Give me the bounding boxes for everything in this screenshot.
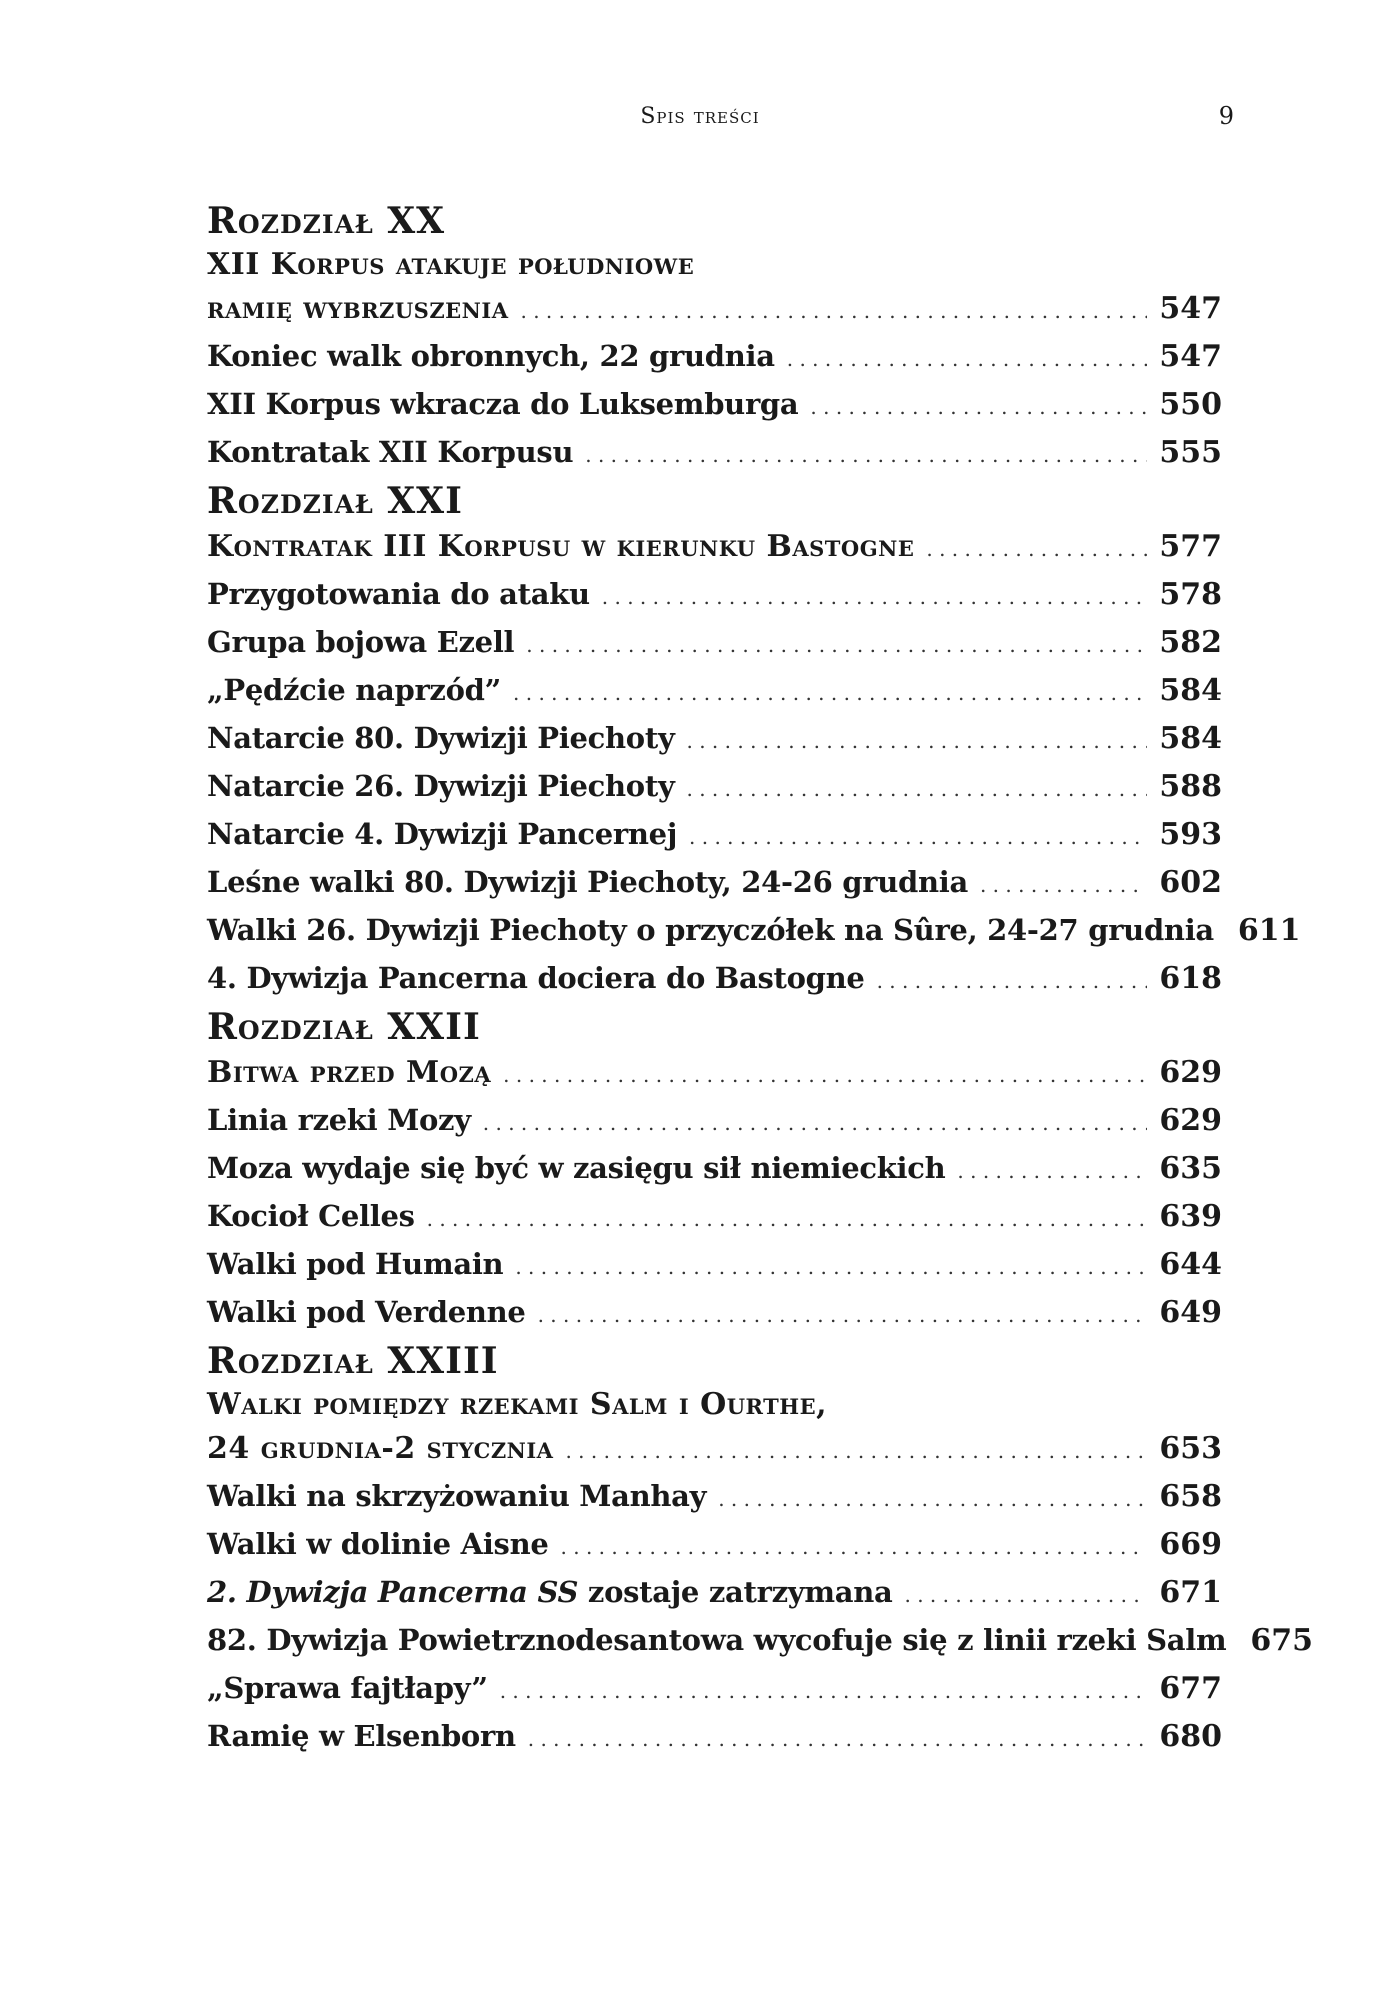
entry-title: Walki pod Humain (207, 1247, 504, 1281)
dot-leader (427, 1195, 1148, 1243)
entry-title: Koniec walk obronnych, 22 grudnia (207, 339, 775, 373)
chapter-block (207, 1338, 1313, 1760)
dot-leader (810, 383, 1147, 431)
toc-entry[interactable] (207, 1520, 1222, 1568)
entry-title: Przygotowania do ataku (207, 577, 590, 611)
page-ref: 618 (1159, 961, 1222, 996)
dot-leader (503, 1052, 1147, 1098)
page-ref: 593 (1159, 817, 1222, 852)
toc-entry[interactable] (207, 1192, 1222, 1240)
page-ref: 677 (1159, 1671, 1222, 1706)
entry-title: Kontratak XII Korpusu (207, 435, 574, 469)
entry-title: XII Korpus wkracza do Luksemburga (207, 387, 799, 421)
page-ref: 584 (1159, 673, 1222, 708)
entry-title (207, 1568, 892, 1616)
chapter-title-row[interactable] (207, 286, 1222, 332)
entry-title: Walki 26. Dywizji Piechoty o przyczółek na Sûre, 24-27 grudnia (207, 913, 1214, 947)
page-ref: 584 (1159, 721, 1222, 756)
dot-leader (521, 288, 1148, 334)
toc-entry[interactable] (207, 954, 1222, 1002)
dot-leader (718, 1475, 1147, 1523)
page-ref: 671 (1159, 1575, 1222, 1610)
page-ref: 547 (1159, 291, 1222, 326)
page-ref: 550 (1159, 387, 1222, 422)
page-ref: 629 (1159, 1103, 1222, 1138)
dot-leader (483, 1099, 1148, 1147)
toc-entry[interactable] (207, 762, 1222, 810)
chapter-label: Rozdział XXII (207, 1006, 481, 1048)
chapter-title-row[interactable] (207, 524, 1222, 570)
page-ref: 577 (1159, 529, 1222, 564)
page-ref: 675 (1250, 1623, 1313, 1658)
chapter-block (207, 478, 1301, 1002)
entry-title: Linia rzeki Mozy (207, 1103, 471, 1137)
dot-leader (602, 573, 1148, 621)
toc-entry[interactable] (207, 618, 1222, 666)
entry-title: „Pędźcie naprzód” (207, 673, 502, 707)
page-ref: 547 (1159, 339, 1222, 374)
page-ref: 611 (1237, 913, 1301, 948)
dot-leader (515, 1243, 1147, 1291)
chapter-label: Rozdział XX (207, 200, 446, 242)
page-ref: 602 (1159, 865, 1222, 900)
entry-title: Leśne walki 80. Dywizji Piechoty, 24-26 grudnia (207, 865, 968, 899)
chapter-label: Rozdział XXI (207, 480, 463, 522)
toc-entry[interactable] (207, 1664, 1222, 1712)
toc-entry[interactable] (207, 1096, 1222, 1144)
dot-leader (565, 1428, 1147, 1474)
toc-entry[interactable] (207, 858, 1222, 906)
page-number: 9 (1218, 102, 1234, 130)
dot-leader (877, 957, 1148, 1005)
entry-title: 82. Dywizja Powietrznodesantowa wycofuje się z linii rzeki Salm (207, 1623, 1227, 1657)
entry-title: Moza wydaje się być w zasięgu sił niemieckich (207, 1151, 946, 1185)
page-ref: 658 (1159, 1479, 1222, 1514)
dot-leader (957, 1147, 1147, 1195)
toc-entry[interactable] (207, 1712, 1222, 1760)
entry-title-italic: 2. Dywizja Pancerna SS (207, 1575, 579, 1609)
toc-entry[interactable] (207, 380, 1222, 428)
dot-leader (526, 621, 1147, 669)
page-ref: 582 (1159, 625, 1222, 660)
chapter-title-line: Walki pomiędzy rzekami Salm i Ourthe, (207, 1387, 828, 1422)
dot-leader (585, 431, 1147, 479)
page-ref: 635 (1159, 1151, 1222, 1186)
chapter-title: Bitwa przed Mozą (207, 1055, 492, 1090)
page-ref: 555 (1159, 435, 1222, 470)
entry-title: Natarcie 26. Dywizji Piechoty (207, 769, 675, 803)
dot-leader (689, 813, 1147, 861)
page-ref: 629 (1159, 1055, 1222, 1090)
chapter-title-line: XII Korpus atakuje południowe (207, 247, 695, 282)
toc-entry[interactable] (207, 570, 1222, 618)
page-ref: 644 (1159, 1247, 1222, 1282)
page-ref: 649 (1159, 1295, 1222, 1330)
dot-leader (500, 1667, 1148, 1715)
toc-entry[interactable] (207, 810, 1222, 858)
toc-entry[interactable] (207, 906, 1301, 954)
entry-title: Natarcie 4. Dywizji Pancernej (207, 817, 678, 851)
dot-leader (787, 335, 1148, 383)
toc-entry[interactable] (207, 1144, 1222, 1192)
page-ref: 680 (1159, 1719, 1222, 1754)
table-of-contents (207, 198, 1313, 1762)
dot-leader (561, 1523, 1148, 1571)
toc-entry[interactable] (207, 332, 1222, 380)
chapter-block (207, 1004, 1222, 1336)
entry-title: Ramię w Elsenborn (207, 1719, 516, 1753)
dot-leader (538, 1291, 1148, 1339)
chapter-title: Kontratak III Korpusu w kierunku Bastogne (207, 529, 915, 564)
entry-title: Walki w dolinie Aisne (207, 1527, 549, 1561)
dot-leader (904, 1571, 1147, 1619)
toc-entry[interactable] (207, 714, 1222, 762)
page-ref: 588 (1159, 769, 1222, 804)
chapter-title-row[interactable] (207, 1426, 1222, 1472)
toc-entry[interactable] (207, 666, 1222, 714)
page-ref: 639 (1159, 1199, 1222, 1234)
toc-entry[interactable] (207, 428, 1222, 476)
entry-title: Kocioł Celles (207, 1199, 415, 1233)
chapter-title-row[interactable] (207, 1050, 1222, 1096)
dot-leader (513, 669, 1147, 717)
page-ref: 653 (1159, 1431, 1222, 1466)
toc-entry[interactable] (207, 1568, 1222, 1616)
chapter-title: ramię wybrzuszenia (207, 291, 509, 326)
toc-entry[interactable] (207, 1472, 1222, 1520)
toc-entry[interactable] (207, 1240, 1222, 1288)
dot-leader (687, 717, 1148, 765)
entry-title: Walki na skrzyżowaniu Manhay (207, 1479, 707, 1513)
toc-entry[interactable] (207, 1616, 1313, 1664)
entry-title: Walki pod Verdenne (207, 1295, 526, 1329)
entry-title: 4. Dywizja Pancerna dociera do Bastogne (207, 961, 865, 995)
toc-entry[interactable] (207, 1288, 1222, 1336)
page-ref: 669 (1159, 1527, 1222, 1562)
entry-title: Natarcie 80. Dywizji Piechoty (207, 721, 675, 755)
chapter-title: 24 grudnia-2 stycznia (207, 1431, 554, 1466)
running-head: Spis treści (640, 104, 760, 129)
dot-leader (687, 765, 1148, 813)
entry-title-rest: zostaje zatrzymana (578, 1575, 893, 1609)
entry-title: Grupa bojowa Ezell (207, 625, 515, 659)
chapter-block (207, 198, 1222, 476)
dot-leader (926, 526, 1147, 572)
dot-leader (528, 1715, 1148, 1763)
page-ref: 578 (1159, 577, 1222, 612)
dot-leader (980, 861, 1147, 909)
chapter-label: Rozdział XXIII (207, 1340, 499, 1382)
entry-title: „Sprawa fajtłapy” (207, 1671, 488, 1705)
